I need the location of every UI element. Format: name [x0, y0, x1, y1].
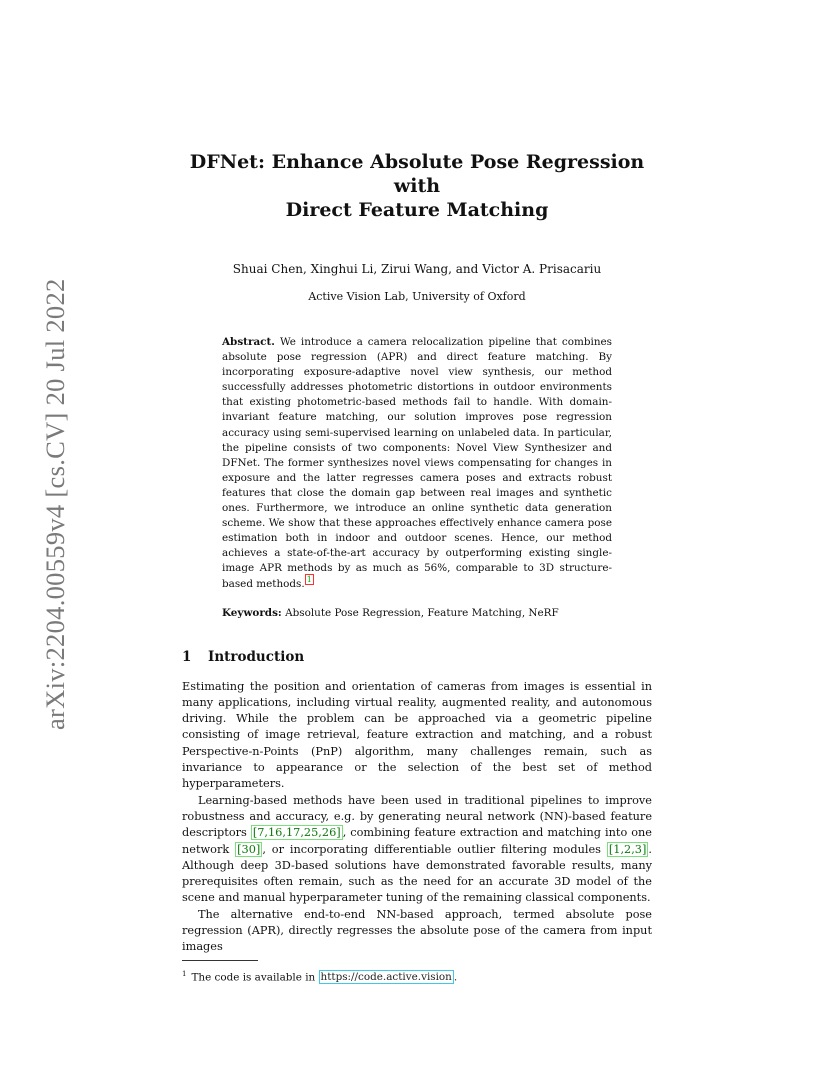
citation-link[interactable]: [30] — [237, 842, 261, 856]
para2-text-2: , combining feature extraction and matching into one network — [182, 826, 652, 856]
title-line-2: Direct Feature Matching — [285, 199, 549, 221]
intro-paragraph-3: The alternative end-to-end NN-based approach, termed absolute pose regression (APR), directly regresses the absolute pose of the camera from input images — [182, 907, 652, 954]
paper-title — [182, 150, 652, 222]
abstract — [222, 335, 612, 592]
affiliation: Active Vision Lab, University of Oxford — [308, 290, 526, 303]
footnote — [182, 967, 652, 984]
para2-text-3: , or incorporating differentiable outlier filtering modules — [262, 842, 607, 856]
keywords-text: Absolute Pose Regression, Feature Matching, NeRF — [285, 606, 559, 619]
abstract-text: We introduce a camera relocalization pipeline that combines absolute pose regression (APR) and direct feature matching. By incorporating exposure-adaptive novel view synthesis, our method successfully addresses photometric distortions in outdoor environments that existing photometric-based methods fail to handle. With domain-invariant feature matching, our solution improves pose regression accuracy using semi-supervised learning on unlabeled data. In particular, the pipeline consists of two components: Novel View Synthesizer and DFNet. The former synthesizes novel views compensating for changes in exposure and the latter regresses camera poses and extracts robust features that close the domain gap between real images and synthetic ones. Furthermore, we introduce an online synthetic data generation scheme. We show that these approaches effectively enhance camera pose estimation both in indoor and outdoor scenes. Hence, our method achieves a state-of-the-art accuracy by outperforming existing single-image APR methods by as much as 56%, comparable to 3D structure-based methods. — [222, 336, 612, 590]
footnote-divider — [182, 960, 258, 961]
citation-link[interactable]: [1,2,3] — [608, 842, 647, 856]
authors: Shuai Chen, Xinghui Li, Zirui Wang, and Victor A. Prisacariu — [232, 262, 602, 276]
keywords-label: Keywords: — [222, 606, 282, 619]
title-line-1: DFNet: Enhance Absolute Pose Regression with — [189, 151, 645, 197]
footnote-reference[interactable]: 1 — [306, 575, 312, 585]
section-heading — [182, 649, 652, 665]
footnote-text: The code is available in — [191, 971, 319, 984]
citation-link[interactable]: [7,16,17,25,26] — [252, 826, 341, 840]
paper-page — [182, 150, 652, 984]
footnote-mark: 1 — [182, 969, 187, 978]
section-title: Introduction — [208, 648, 305, 665]
arxiv-identifier: arXiv:2204.00559v4 [cs.CV] 20 Jul 2022 — [40, 278, 70, 730]
section-number: 1 — [182, 648, 192, 665]
code-url-link[interactable]: https://code.active.vision — [320, 971, 452, 984]
para2-text-4: . Although deep 3D-based solutions have demonstrated favorable results, many prerequisites often remain, such as the need for an accurate 3D model of the scene and manual hyperparameter tuning of the remaining classical components. — [182, 842, 652, 905]
para2-text-1: Learning-based methods have been used in traditional pipelines to improve robustness and accuracy, e.g. by generating neural network (NN)-based feature descriptors — [182, 793, 652, 840]
footnote-end: . — [453, 971, 458, 984]
keywords — [222, 606, 612, 621]
abstract-label: Abstract. — [222, 336, 275, 348]
intro-paragraph-1: Estimating the position and orientation of cameras from images is essential in many applications, including virtual reality, augmented reality, and autonomous driving. While the problem can be approached via a geometric pipeline consisting of image retrieval, feature extraction and matching, and a robust Perspective-n-Points (PnP) algorithm, many challenges remain, such as invariance to appearance or the selection of the best set of method hyperparameters. — [182, 679, 652, 791]
intro-paragraph-2 — [182, 793, 652, 907]
